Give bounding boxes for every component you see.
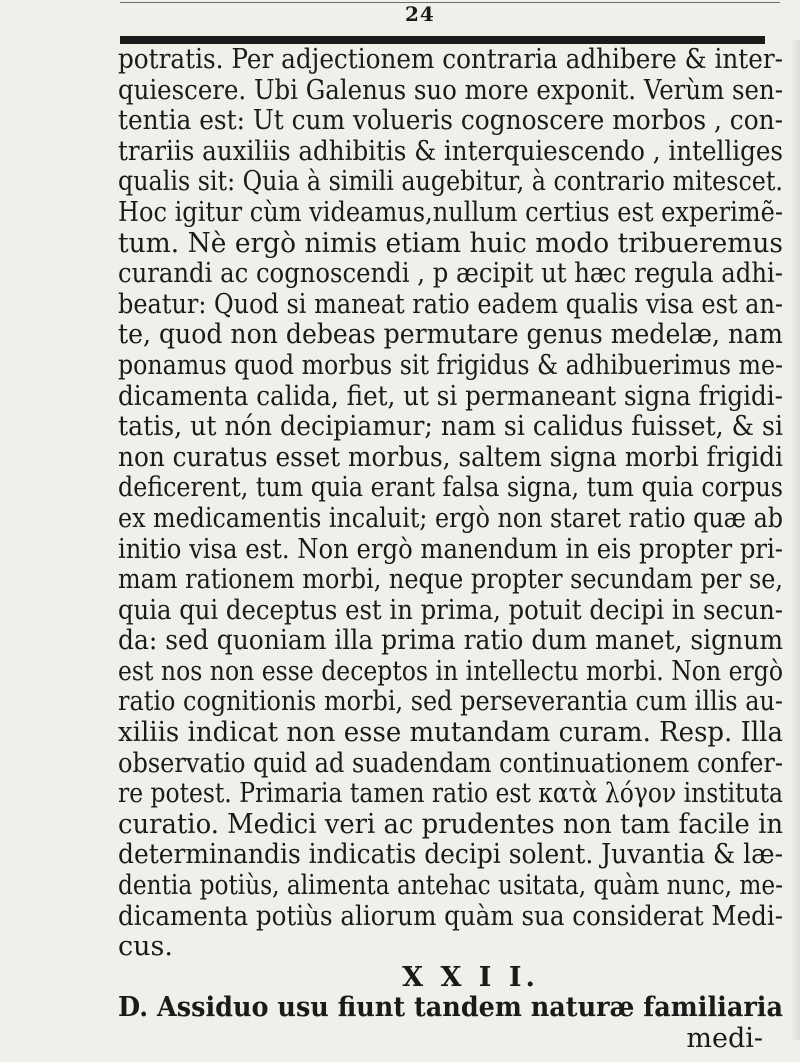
text-line: dentia potiùs, alimenta antehac usitata, quàm nunc, me- bbox=[118, 870, 783, 902]
text-line: dicamenta calida, fiet, ut si permaneant signa frigidi- bbox=[118, 380, 783, 412]
section-heading: X X I I. bbox=[402, 961, 539, 993]
text-line: curandi ac cognoscendi , p æcipit ut hæc regula adhi- bbox=[118, 258, 783, 290]
text-line: initio visa est. Non ergò manendum in eis propter pri- bbox=[118, 533, 783, 565]
section-lead: D. Assiduo usu fiunt tandem naturæ familiaria bbox=[118, 992, 783, 1024]
text-line: determinandis indicatis decipi solent. Juvantia & læ- bbox=[118, 839, 783, 871]
text-line: cus. bbox=[118, 931, 173, 963]
text-line: mam rationem morbi, neque propter secundam per se, bbox=[118, 564, 783, 596]
text-line: deficerent, tum quia erant falsa signa, tum quia corpus bbox=[118, 472, 783, 504]
text-line: non curatus esset morbus, saltem signa morbi frigidi bbox=[118, 441, 783, 473]
text-line: te, quod non debeas permutare genus medelæ, nam bbox=[118, 319, 783, 351]
top-edge-line bbox=[120, 2, 780, 3]
text-line: quia qui deceptus est in prima, potuit decipi in secun- bbox=[118, 594, 783, 626]
text-line: ponamus quod morbus sit frigidus & adhibuerimus me- bbox=[118, 349, 783, 381]
text-line: ex medicamentis incaluit; ergò non staret ratio quæ ab bbox=[118, 502, 783, 534]
text-line: xiliis indicat non esse mutandam curam. Resp. Illa bbox=[118, 717, 783, 749]
page-number: 24 bbox=[405, 2, 435, 26]
text-line: tatis, ut nón decipiamur; nam si calidus fuisset, & si bbox=[118, 411, 783, 443]
body-text bbox=[118, 45, 783, 1055]
text-line: est nos non esse deceptos in intellectu morbi. Non ergò bbox=[118, 655, 783, 687]
text-line: quiescere. Ubi Galenus suo more exponit. Verùm sen- bbox=[118, 74, 783, 106]
header-rule bbox=[120, 36, 765, 44]
text-line: tum. Nè ergò nimis etiam huic modo tribueremus bbox=[118, 227, 783, 259]
text-line: dicamenta potiùs aliorum quàm sua considerat Medi- bbox=[118, 900, 783, 932]
catchword: medi- bbox=[686, 1023, 763, 1054]
text-line: re potest. Primaria tamen ratio est κατὰ λόγον instituta bbox=[118, 778, 783, 810]
text-line: curatio. Medici veri ac prudentes non tam facile in bbox=[118, 808, 783, 840]
text-line: Hoc igitur cùm videamus,nullum certius est experimẽ- bbox=[118, 196, 783, 228]
text-line: qualis sit: Quia à simili augebitur, à contrario mitescet. bbox=[118, 166, 783, 198]
text-line: potratis. Per adjectionem contraria adhibere & inter- bbox=[118, 44, 783, 75]
text-line: beatur: Quod si maneat ratio eadem qualis visa est an- bbox=[118, 288, 783, 320]
text-line: tentia est: Ut cum volueris cognoscere morbos , con- bbox=[118, 105, 783, 137]
text-line: observatio quid ad suadendam continuationem confer- bbox=[118, 747, 783, 779]
page-edge-shadow bbox=[790, 40, 800, 1040]
text-line: da: sed quoniam illa prima ratio dum manet, signum bbox=[118, 625, 783, 657]
text-line: ratio cognitionis morbi, sed perseverantia cum illis au- bbox=[118, 686, 783, 718]
text-line: trariis auxiliis adhibitis & interquiescendo , intelliges bbox=[118, 135, 783, 167]
